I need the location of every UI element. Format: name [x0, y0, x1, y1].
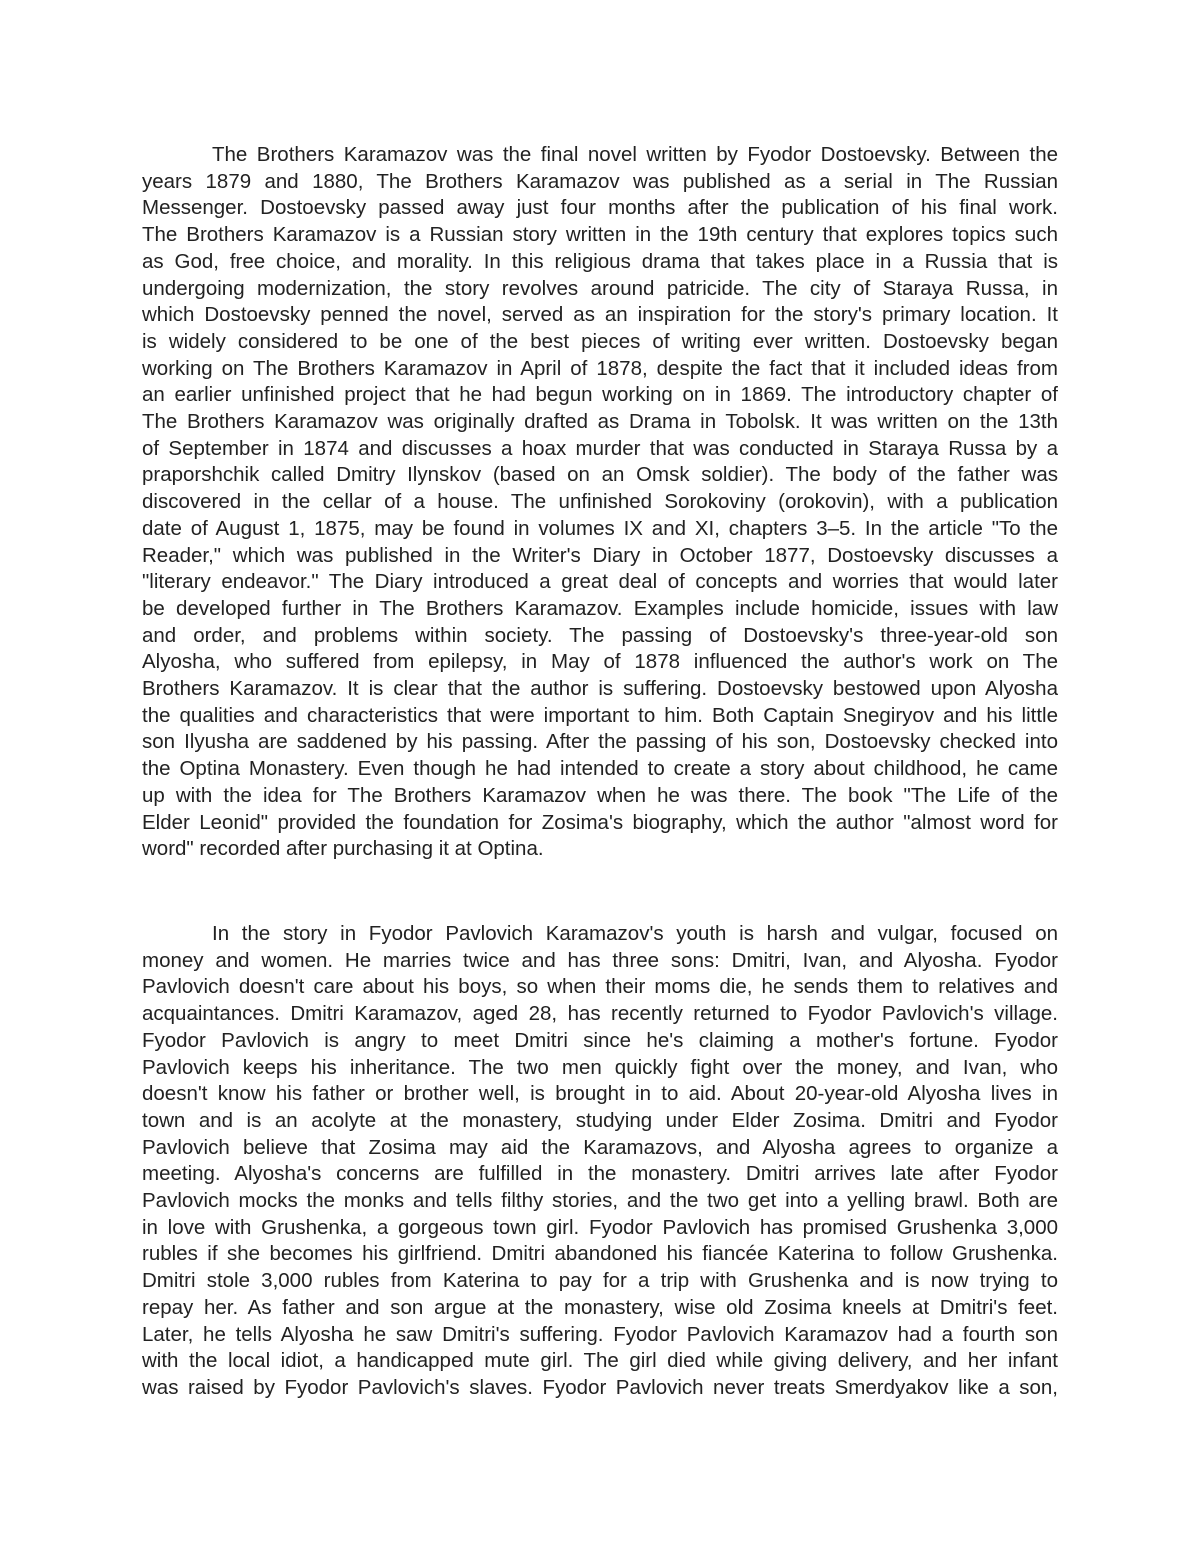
text-line: in love with Grushenka, a gorgeous town girl. Fyodor Pavlovich has promised Grushenka 3,000 [142, 1215, 1058, 1239]
text-line: Fyodor Pavlovich is angry to meet Dmitri since he's claiming a mother's fortune. Fyodor [142, 1028, 1058, 1052]
text-line: is widely considered to be one of the best pieces of writing ever written. Dostoevsky began [142, 329, 1058, 353]
text-line: up with the idea for The Brothers Karamazov when he was there. The book "The Life of the [142, 783, 1058, 807]
text-line: Pavlovich believe that Zosima may aid the Karamazovs, and Alyosha agrees to organize a [142, 1135, 1058, 1159]
text-line: Dmitri stole 3,000 rubles from Katerina to pay for a trip with Grushenka and is now trying to [142, 1269, 1058, 1293]
text-line: years 1879 and 1880, The Brothers Karamazov was published as a serial in The Russian [142, 169, 1058, 193]
text-line: praporshchik called Dmitry Ilynskov (based on an Omsk soldier). The body of the father was [142, 463, 1058, 487]
text-line: In the story in Fyodor Pavlovich Karamazov's youth is harsh and vulgar, focused on [212, 922, 1058, 945]
text-line: with the local idiot, a handicapped mute girl. The girl died while giving delivery, and her infant [142, 1349, 1058, 1373]
text-line: be developed further in The Brothers Karamazov. Examples include homicide, issues with law [142, 596, 1058, 620]
paragraph-2 [142, 921, 1058, 1402]
text-line: doesn't know his father or brother well, is brought in to aid. About 20-year-old Alyosha lives in [142, 1082, 1058, 1106]
text-line: Pavlovich keeps his inheritance. The two men quickly fight over the money, and Ivan, who [142, 1055, 1058, 1079]
text-line: and order, and problems within society. The passing of Dostoevsky's three-year-old son [142, 623, 1058, 647]
text-line: an earlier unfinished project that he had begun working on in 1869. The introductory chapter of [142, 383, 1058, 407]
text-line: The Brothers Karamazov is a Russian story written in the 19th century that explores topics such [142, 223, 1058, 247]
text-line: "literary endeavor." The Diary introduced a great deal of concepts and worries that would later [142, 570, 1058, 594]
text-line: the Optina Monastery. Even though he had intended to create a story about childhood, he came [142, 757, 1058, 781]
text-line: working on The Brothers Karamazov in April of 1878, despite the fact that it included ideas from [142, 356, 1058, 380]
text-line: was raised by Fyodor Pavlovich's slaves. Fyodor Pavlovich never treats Smerdyakov like a son, [142, 1375, 1058, 1399]
text-line: meeting. Alyosha's concerns are fulfilled in the monastery. Dmitri arrives late after Fyodor [142, 1162, 1058, 1186]
text-line: the qualities and characteristics that were important to him. Both Captain Snegiryov and his little [142, 703, 1058, 727]
text-line: Reader," which was published in the Writer's Diary in October 1877, Dostoevsky discusses a [142, 543, 1058, 567]
text-line: money and women. He marries twice and has three sons: Dmitri, Ivan, and Alyosha. Fyodor [142, 948, 1058, 972]
text-line: son Ilyusha are saddened by his passing. After the passing of his son, Dostoevsky checked into [142, 730, 1058, 754]
text-line: The Brothers Karamazov was originally drafted as Drama in Tobolsk. It was written on the 13th [142, 410, 1058, 434]
text-line: Pavlovich doesn't care about his boys, so when their moms die, he sends them to relatives and [142, 975, 1058, 999]
text-line: date of August 1, 1875, may be found in volumes IX and XI, chapters 3–5. In the article "To the [142, 516, 1058, 540]
text-line: of September in 1874 and discusses a hoax murder that was conducted in Staraya Russa by a [142, 436, 1058, 460]
paragraph-1 [142, 142, 1058, 863]
text-line: which Dostoevsky penned the novel, served as an inspiration for the story's primary location. It [142, 303, 1058, 327]
text-line: Pavlovich mocks the monks and tells filthy stories, and the two get into a yelling brawl. Both are [142, 1189, 1058, 1213]
text-line: town and is an acolyte at the monastery, studying under Elder Zosima. Dmitri and Fyodor [142, 1108, 1058, 1132]
text-line: Elder Leonid" provided the foundation for Zosima's biography, which the author "almost word for [142, 810, 1058, 834]
text-line: Brothers Karamazov. It is clear that the author is suffering. Dostoevsky bestowed upon Alyosha [142, 677, 1058, 701]
text-line: Alyosha, who suffered from epilepsy, in May of 1878 influenced the author's work on The [142, 650, 1058, 674]
text-line: Messenger. Dostoevsky passed away just four months after the publication of his final work. [142, 196, 1058, 220]
text-line: acquaintances. Dmitri Karamazov, aged 28, has recently returned to Fyodor Pavlovich's village. [142, 1002, 1058, 1026]
text-line: discovered in the cellar of a house. The unfinished Sorokoviny (orokovin), with a publication [142, 490, 1058, 514]
text-line: word" recorded after purchasing it at Optina. [142, 837, 544, 861]
text-line: repay her. As father and son argue at the monastery, wise old Zosima kneels at Dmitri's feet. [142, 1295, 1058, 1319]
text-line: Later, he tells Alyosha he saw Dmitri's suffering. Fyodor Pavlovich Karamazov had a fourth son [142, 1322, 1058, 1346]
text-line: The Brothers Karamazov was the final novel written by Fyodor Dostoevsky. Between the [212, 143, 1058, 166]
text-line: rubles if she becomes his girlfriend. Dmitri abandoned his fiancée Katerina to follow Grushenka. [142, 1242, 1058, 1266]
text-line: as God, free choice, and morality. In this religious drama that takes place in a Russia that is [142, 249, 1058, 273]
text-line: undergoing modernization, the story revolves around patricide. The city of Staraya Russa, in [142, 276, 1058, 300]
